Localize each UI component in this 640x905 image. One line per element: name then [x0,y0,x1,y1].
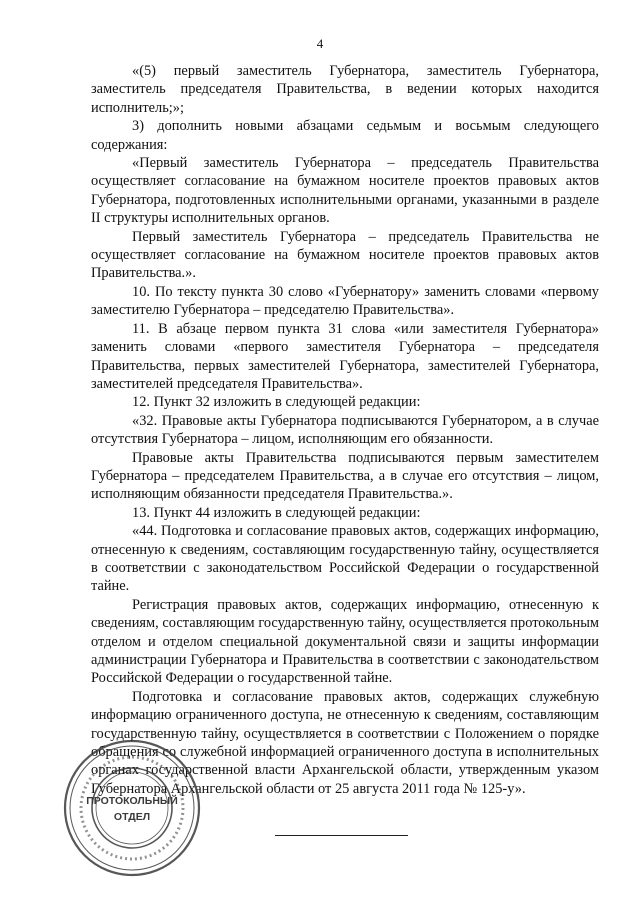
paragraph-8: «32. Правовые акты Губернатора подписываются Губернатором, а в случае отсутствия Губернатора – лицом, исполняющим его обязанности. [91,412,599,448]
paragraph-1: «(5) первый заместитель Губернатора, заместитель Губернатора, заместитель председателя Правительства, в ведении которых находится исполнитель;»; [91,63,599,116]
paragraph-5: 10. По тексту пункта 30 слово «Губернатору» заменить словами «первому заместителю Губернатора – председателю Правительства». [91,283,599,319]
paragraph-2: 3) дополнить новыми абзацами седьмым и восьмым следующего содержания: [91,118,599,153]
paragraph-13: Подготовка и согласование правовых актов, содержащих служебную информацию ограниченного доступа, не отнесенную к сведениям, составляющим государственную тайну, осуществляется в соответствии с Положением о порядке обращения со служебной информацией ограниченного доступа в исполнительных органах государственной власти Архангельской области, утвержденным указом Губернатора Архангельской области от 25 августа 2011 года № 125-у». [91,688,599,797]
stamp-line-2: ОТДЕЛ [113,811,151,823]
paragraph-10: 13. Пункт 44 изложить в следующей редакции: [132,504,421,521]
paragraph-3: «Первый заместитель Губернатора – председатель Правительства осуществляет согласование на бумажном носителе проектов правовых актов Губернатора, подготовленных исполнительными органами, указанными в разделе II структуры исполнительных органов. [91,155,599,227]
paragraph-11: «44. Подготовка и согласование правовых актов, содержащих информацию, отнесенную к сведениям, составляющим государственную тайну, осуществляется в соответствии с законодательством Российской Федерации о государственной тайне. [91,523,599,595]
stamp-line-1: ПРОТОКОЛЬНЫЙ [86,795,178,807]
paragraph-12: Регистрация правовых актов, содержащих информацию, отнесенную к сведениям, составляющим государственную тайну, осуществляется протокольным отделом и отделом специальной документальной связи и защиты информации администрации Губернатора и Правительства в соответствии с законодательством Российской Федерации о государственной тайне. [91,596,599,687]
paragraph-9: Правовые акты Правительства подписываются первым заместителем Губернатора – председателем Правительства, а в случае его отсутствия – лицом, исполняющим обязанности председателя Правительства.». [91,449,599,503]
paragraph-7: 12. Пункт 32 изложить в следующей редакции: [132,394,421,411]
document-body [91,62,599,798]
paragraph-6: 11. В абзаце первом пункта 31 слова «или заместителя Губернатора» заменить словами «первого заместителя Губернатора – председателя Правительства, первых заместителей Губернатора, заместителей Губернатора, заместителей председателя Правительства». [91,320,599,392]
signature-line [275,835,408,836]
paragraph-4: Первый заместитель Губернатора – председатель Правительства не осуществляет согласование на бумажном носителе проектов правовых актов Правительства.». [91,228,599,282]
official-stamp [62,738,202,878]
stamp-seal-icon [62,738,202,878]
page-number: 4 [316,36,324,51]
